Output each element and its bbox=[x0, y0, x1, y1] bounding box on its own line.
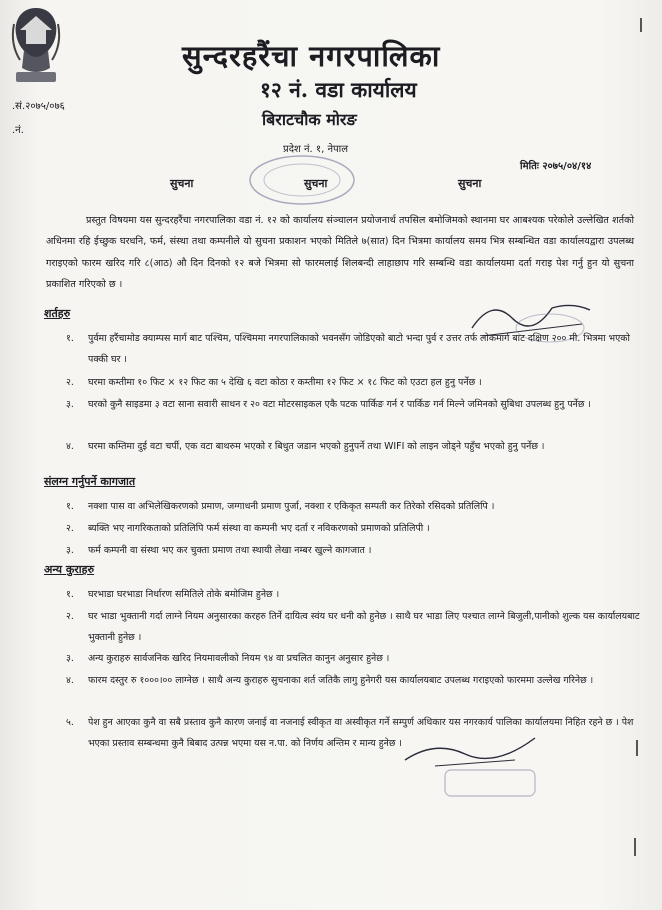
item-number: १. bbox=[66, 333, 74, 344]
item-number: ४. bbox=[66, 441, 74, 452]
section-heading-conditions: शर्तहरु bbox=[44, 307, 71, 320]
list-item bbox=[66, 712, 646, 754]
notice-label-center: सुचना bbox=[304, 177, 328, 190]
margin-mark bbox=[634, 838, 636, 856]
item-number: १. bbox=[66, 501, 74, 512]
item-number: ५. bbox=[66, 717, 74, 728]
list-item bbox=[66, 394, 646, 415]
office-location: बिराटचौक मोरङ bbox=[262, 110, 357, 129]
list-item bbox=[66, 540, 646, 561]
item-number: ३. bbox=[66, 399, 74, 410]
item-text: ब्यक्ति भए नागरिकताको प्रतिलिपि फर्म संस्था वा कम्पनी भए दर्ता र नविकरणको प्रमाणको प्रतिलिपी । bbox=[88, 523, 430, 534]
item-text: घरको कुनै साइडमा ३ वटा साना सवारी साधन र २० वटा मोटरसाइकल एकै पटक पार्किङ गर्न र पार्किङ गर्न मिल्ने जमिनको सुबिधा उपलब्ध हुनु पर्नेछ । bbox=[88, 399, 591, 410]
item-number: २. bbox=[66, 523, 74, 534]
item-number: ३. bbox=[66, 545, 74, 556]
notice-label-left: सुचना bbox=[170, 177, 194, 190]
list-item bbox=[66, 518, 646, 539]
list-item bbox=[66, 606, 646, 648]
item-number: २. bbox=[66, 611, 74, 622]
notice-date: मितिः २०७५/०४/१४ bbox=[520, 161, 592, 172]
ward-office-title: १२ नं. वडा कार्यालय bbox=[260, 77, 417, 102]
margin-mark bbox=[636, 740, 638, 756]
list-item bbox=[66, 648, 646, 669]
margin-mark bbox=[640, 18, 642, 32]
notice-label-right: सुचना bbox=[458, 177, 482, 190]
item-number: ३. bbox=[66, 653, 74, 664]
item-text: घरमा कम्तीमा १० फिट × १२ फिट का ५ देखि ६ वटा कोठा र कम्तीमा १२ फिट × १८ फिट को एउटा हल हुनु पर्नेछ । bbox=[88, 377, 482, 388]
item-text: पेश हुन आएका कुनै वा सबै प्रस्ताव कुनै कारण जनाई वा नजनाई स्वीकृत वा अस्वीकृत गर्ने सम्पुर्ण अधिकार यस नगरकार्य पालिका कार्यालयमा निहित रहने छ । पेश भएका प्रस्ताव सम्बन्धमा कुनै बिबाद उत्पन्न भएमा यस न.पा. को निर्णय अन्तिम र मान्य हुनेछ । bbox=[88, 717, 634, 749]
reference-number: .नं. bbox=[12, 125, 24, 136]
item-text: घरभाडा घरभाडा निर्धारण समितिले तोके बमोजिम हुनेछ । bbox=[88, 589, 280, 600]
intro-paragraph: प्रस्तुत विषयमा यस सुन्दरहरैंचा नगरपालिका वडा नं. १२ को कार्यालय संञ्चालन प्रयोजनार्थ तपसिल बमोजिमको स्थानमा घर आबश्यक परेकोले उल्लेखित शर्तको अधिनमा रहि ईच्छुक घरधनि, फर्म, संस्था तथा कम्पनीले यो सुचना प्रकाशन भएको मितिले ७(सात) दिन भित्रमा कार्यालय समय भित्र सम्बन्धित वडा कार्यालयद्वारा उपलब्ध गराइएको फारम खरिद गरि ८(आठ) औ दिन दिनको १२ बजे भित्रमा सो फारमलाई शिलबन्दी लाहाछाप गरि सम्बन्धि वडा कार्यालयमा दर्ता गराइ पेश गर्नु हुन यो सुचना प्रकाशित गरिएको छ । bbox=[46, 215, 634, 290]
item-text: घर भाडा भुक्तानी गर्दा लाग्ने नियम अनुसारका करहरु तिर्ने दायित्व स्वंय घर धनी को हुनेछ । साथै घर भाडा लिए पश्चात लाग्ने बिजुली,पानीको शुल्क यस कार्यालयबाट भुक्तानी हुनेछ । bbox=[88, 611, 640, 643]
item-text: नक्शा पास वा अभिलेखिकरणको प्रमाण, जग्गाधनी प्रमाण पुर्जा, नक्शा र एकिकृत सम्पती कर तिरेको रसिदको प्रतिलिपि । bbox=[88, 501, 495, 512]
item-text: फर्म कम्पनी वा संस्था भए कर चुक्ता प्रमाण तथा स्थायी लेखा नम्बर खुल्ने कागजात । bbox=[88, 545, 372, 556]
section-heading-documents: संलग्न गर्नुपर्ने कागजात bbox=[44, 475, 136, 488]
list-item bbox=[66, 584, 646, 605]
item-number: २. bbox=[66, 377, 74, 388]
item-text: घरमा कम्तिमा दुई वटा चर्पी, एक वटा बाथरुम भएको र बिधुत जडान भएको हुनुपर्ने तथा WIFI को लाइन जोड्ने पहुँच भएको हुनु पर्नेछ । bbox=[88, 441, 545, 452]
reference-prefix: .सं.२०७५/०७६ bbox=[12, 101, 65, 112]
section-heading-other: अन्य कुराहरु bbox=[44, 563, 95, 576]
list-item bbox=[66, 670, 646, 691]
province-line: प्रदेश नं. १, नेपाल bbox=[283, 144, 349, 155]
list-item bbox=[66, 436, 646, 457]
list-item bbox=[66, 328, 646, 370]
signature-stamp-icon bbox=[395, 730, 545, 800]
nepal-emblem-icon bbox=[10, 4, 62, 94]
item-number: ४. bbox=[66, 675, 74, 686]
item-text: पुर्वमा हरैंचामोड क्याम्पस मार्ग बाट पश्चिम, पश्चिममा नगरपालिकाको भवनसँग जोडिएको बाटो भन्दा पुर्व र उत्तर तर्फ लोकमार्ग बाट दक्षिण २०० मी. भित्रमा भएको पक्की घर । bbox=[88, 333, 630, 365]
item-text: फारम दस्तुर रु १०००।०० लाग्नेछ । साथै अन्य कुराहरु सुचनाका शर्त जतिकै लागु हुनेगरी यस कार्यालयबाट उपलब्ध गराइएको फारममा उल्लेख गरिनेछ । bbox=[88, 675, 594, 686]
list-item bbox=[66, 372, 646, 393]
item-text: अन्य कुराहरु सार्वजनिक खरिद नियमावलीको नियम ९४ वा प्रचलित कानुन अनुसार हुनेछ । bbox=[88, 653, 390, 664]
municipality-title: सुन्दरहरैंचा नगरपालिका bbox=[182, 39, 441, 73]
list-item bbox=[66, 496, 646, 517]
item-number: १. bbox=[66, 589, 74, 600]
